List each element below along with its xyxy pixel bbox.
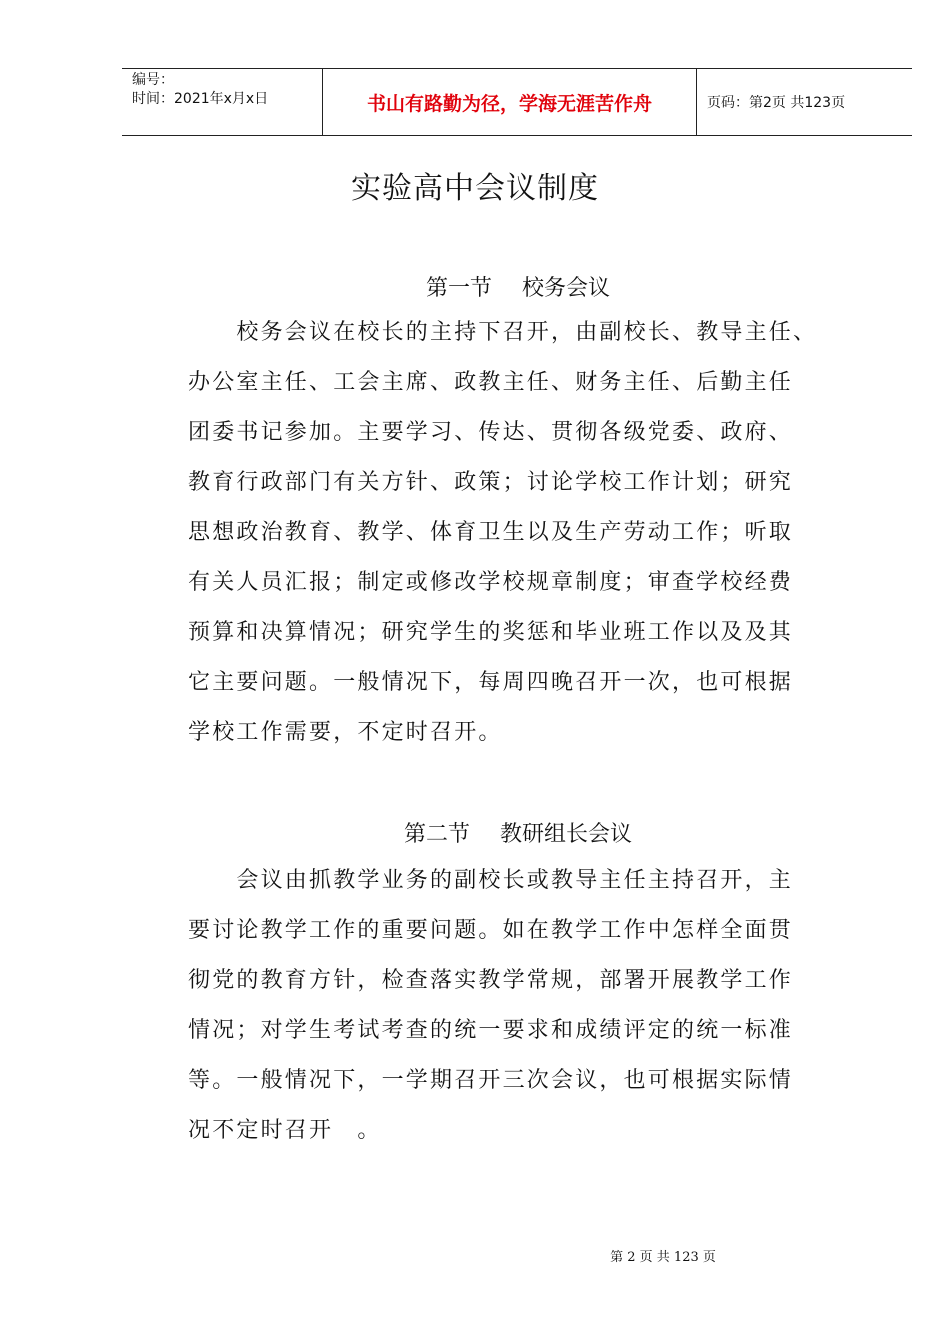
- text-line: 团委书记参加。主要学习、传达、贯彻各级党委、政府、: [188, 420, 794, 445]
- text-line: 校务会议在校长的主持下召开，由副校长、教导主任、: [188, 320, 818, 345]
- header-meta: [122, 69, 323, 135]
- text-line: 等。一般情况下，一学期召开三次会议，也可根据实际情: [188, 1068, 794, 1093]
- section-name: 校务会议: [522, 276, 611, 301]
- text-line: 办公室主任、工会主席、政教主任、财务主任、后勤主任: [188, 370, 794, 395]
- text-line: 情况；对学生考试考查的统一要求和成绩评定的统一标准: [188, 1018, 794, 1043]
- text-line: 有关人员汇报；制定或修改学校规章制度；审查学校经费: [188, 570, 794, 595]
- text-line: 它主要问题。一般情况下，每周四晚召开一次，也可根据: [188, 670, 794, 695]
- section-name: 教研组长会议: [500, 822, 633, 847]
- page-header: [122, 68, 912, 136]
- text-line: 预算和决算情况；研究学生的奖惩和毕业班工作以及及其: [188, 620, 794, 645]
- section-number: 第二节: [403, 822, 470, 847]
- section-2-body: [188, 856, 878, 1156]
- text-line: 要讨论教学工作的重要问题。如在教学工作中怎样全面贯: [188, 918, 794, 943]
- header-motto: 书山有路勤为径，学海无涯苦作舟: [323, 69, 697, 135]
- document-title: 实验高中会议制度: [351, 171, 599, 206]
- header-page-info: 页码：第2页 共123页: [707, 95, 846, 111]
- section-heading-1: [0, 271, 950, 302]
- text-line: 学校工作需要，不定时召开。: [188, 720, 503, 745]
- page-footer: 第 2 页 共 123 页: [610, 1250, 716, 1265]
- section-heading-2: [0, 817, 950, 848]
- date-label: 时间：2021年x月x日: [132, 91, 269, 107]
- section-number: 第一节: [425, 276, 492, 301]
- number-label: 编号：: [132, 72, 174, 88]
- text-line: 会议由抓教学业务的副校长或教导主任主持召开，主: [188, 868, 794, 893]
- text-line: 教育行政部门有关方针、政策；讨论学校工作计划；研究: [188, 470, 794, 495]
- text-line: 况不定时召开 。: [188, 1118, 382, 1143]
- text-line: 思想政治教育、教学、体育卫生以及生产劳动工作；听取: [188, 520, 794, 545]
- text-line: 彻党的教育方针，检查落实教学常规，部署开展教学工作: [188, 968, 794, 993]
- section-1-body: [188, 308, 878, 758]
